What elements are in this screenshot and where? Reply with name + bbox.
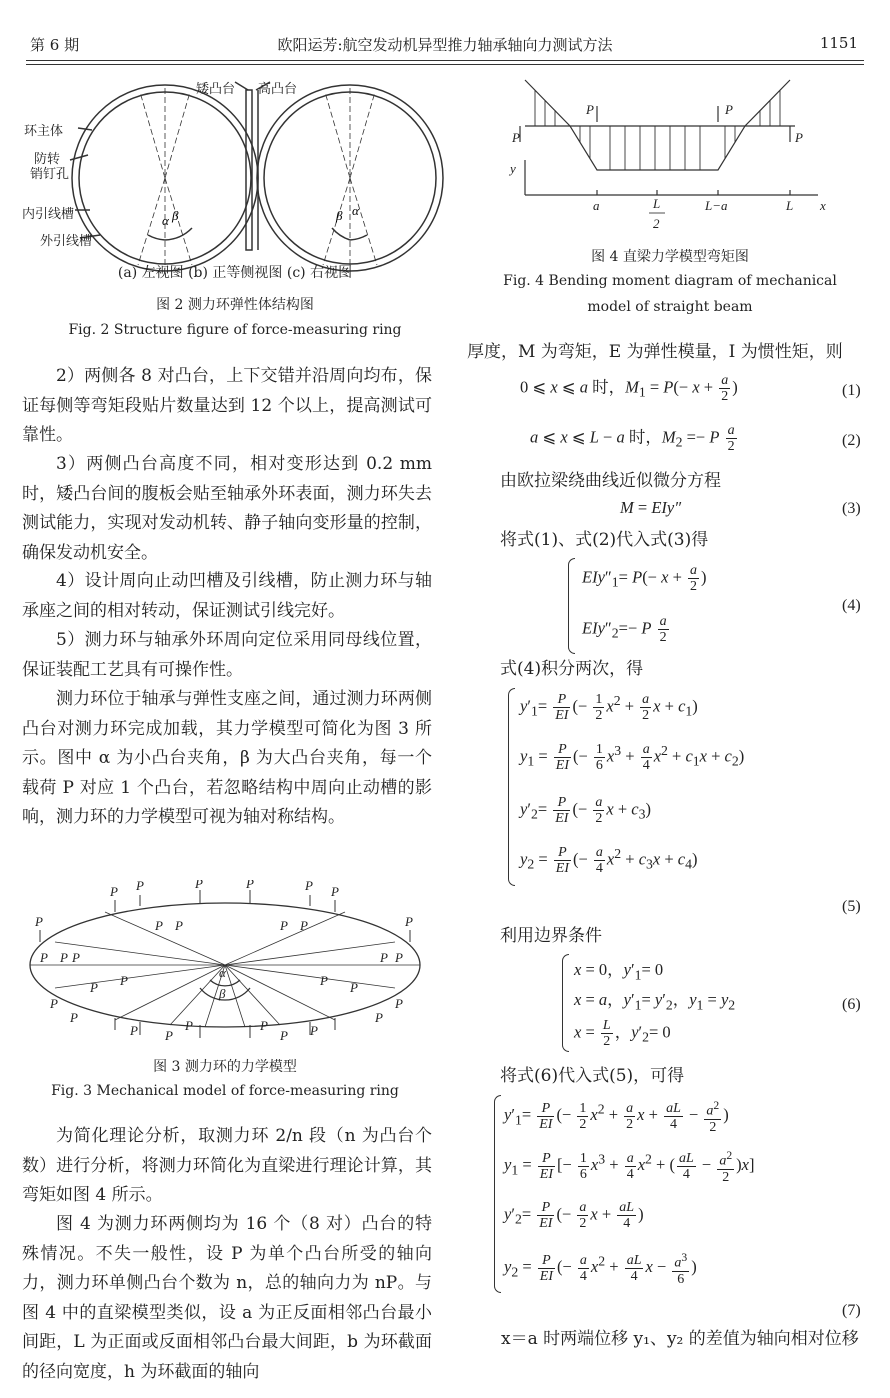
svg-text:P: P — [395, 950, 403, 965]
equation-7b: $y_1$ = $\frac{P}{EI}$ [− $\frac{1}{6}$ $x^3$ + $\frac{a}{4}$ $x^2$ + ( $\frac{aL}{4}$ − $\frac{a^2}{2}$ )x] — [504, 1149, 755, 1185]
svg-text:P: P — [60, 950, 68, 965]
fig2-label-anti-rot-1: 防转 — [34, 152, 61, 167]
svg-text:P: P — [136, 880, 144, 893]
svg-text:L: L — [786, 198, 794, 213]
svg-text:P: P — [725, 102, 733, 117]
fig2-alpha-right: α — [352, 203, 359, 218]
svg-text:P: P — [72, 950, 80, 965]
svg-text:P: P — [795, 130, 803, 145]
equation-6a: x = 0，$y'_1= 0$ — [574, 960, 664, 983]
equation-4a: $EIy''_1= P(- x$ + $\frac{a}{2}$ ) — [582, 563, 707, 594]
fig3-caption-cn: 图 3 测力环的力学模型 — [153, 1059, 297, 1075]
header-rule — [26, 60, 864, 61]
svg-text:P: P — [40, 950, 48, 965]
fig4-caption-en-1: Fig. 4 Bending moment diagram of mechanical — [503, 273, 837, 289]
svg-text:P: P — [175, 918, 183, 933]
text-integrate: 式(4)积分两次，得 — [500, 659, 644, 679]
fig2-alpha-left: α — [162, 213, 169, 228]
fig2-label-anti-rot-2: 销钉孔 — [30, 167, 70, 182]
fig2-caption-cn: 图 2 测力环弹性体结构图 — [156, 297, 314, 313]
svg-text:P: P — [165, 1028, 173, 1043]
text-displacement: x＝a 时两端位移 y₁、y₂ 的差值为轴向相对位移 — [501, 1329, 859, 1349]
brace-4 — [568, 558, 575, 654]
svg-text:P: P — [280, 918, 288, 933]
eq-number-2: (2) — [842, 432, 861, 449]
header-rule-thin — [26, 64, 864, 65]
eq-number-4: (4) — [842, 597, 861, 614]
svg-text:P: P — [35, 914, 43, 929]
svg-text:P: P — [50, 996, 58, 1011]
issue-number: 第 6 期 — [30, 36, 80, 54]
eq-number-1: (1) — [842, 382, 861, 399]
equation-4b: $EIy''_2=- P$ $\frac{a}{2}$ — [582, 614, 667, 645]
fig2-beta-right: β — [336, 208, 343, 223]
svg-text:P: P — [260, 1018, 268, 1033]
svg-text:P: P — [195, 880, 203, 891]
equation-3: M = EIy″ — [620, 498, 682, 517]
equation-6b: x = a，$y'_1= y'_2$，$y_1 = y_2$ — [574, 990, 736, 1013]
fig3-caption-en: Fig. 3 Mechanical model of force-measuring ring — [51, 1083, 399, 1099]
fig2-label-low-boss: 矮凸台 — [196, 82, 236, 97]
svg-text:y: y — [510, 161, 516, 176]
svg-text:P: P — [305, 880, 313, 893]
text-thickness: 厚度，M 为弯矩，E 为弹性模量，I 为惯性矩，则 — [467, 342, 843, 362]
fig2-label-outer-groove: 外引线槽 — [40, 234, 93, 249]
eq-number-7: (7) — [842, 1302, 861, 1319]
svg-text:P: P — [280, 1028, 288, 1043]
svg-text:P: P — [380, 950, 388, 965]
para-2: 2）两侧各 8 对凸台，上下交错并沿周向均布，保证每侧等弯矩段贴片数量达到 12 个以上，提高测试可靠性。 — [22, 366, 432, 445]
figure-3-drawing — [20, 880, 430, 1045]
svg-text:P: P — [310, 1023, 318, 1038]
svg-text:x: x — [820, 198, 826, 213]
svg-text:P: P — [375, 1010, 383, 1025]
fig4-caption-cn: 图 4 直梁力学模型弯矩图 — [591, 249, 749, 265]
equation-5a: $y'_1=$ $\frac{P}{EI}$ (− $\frac{1}{2}$ $x^2$ + $\frac{a}{2}$ $x + c_1$) — [520, 692, 698, 723]
fig2-beta-left: β — [172, 208, 179, 223]
brace-5 — [508, 688, 515, 886]
eq-number-6: (6) — [842, 996, 861, 1013]
svg-text:P: P — [405, 914, 413, 929]
svg-text:2: 2 — [653, 216, 660, 231]
text-boundary: 利用边界条件 — [500, 926, 602, 946]
equation-2: a ⩽ x ⩽ L − a 时，$M_2 =- P$ $\frac{a}{2}$ — [530, 423, 735, 454]
svg-text:P: P — [185, 1018, 193, 1033]
fig2-subcaption: (a) 左视图 (b) 正等侧视图 (c) 右视图 — [117, 265, 353, 281]
fig4-caption-en-2: model of straight beam — [587, 299, 753, 315]
svg-text:P: P — [120, 973, 128, 988]
svg-text:P: P — [300, 918, 308, 933]
svg-text:P: P — [586, 102, 594, 117]
svg-text:P: P — [70, 1010, 78, 1025]
fig2-label-inner-groove: 内引线槽 — [22, 207, 75, 222]
para-ring-model: 测力环位于轴承与弹性支座之间，通过测力环两侧凸台对测力环完成加载，其力学模型可简化为图 3 所示。图中 α 为小凸台夹角，β 为大凸台夹角，每一个载荷 P 对应 1 个凸台，若忽略结构中周向止动槽的影响，测力环的力学模型可视为轴对称结构。 — [22, 689, 432, 827]
para-4: 4）设计周向止动凹槽及引线槽，防止测力环与轴承座之间的相对转动，保证测试引线完好。 — [22, 571, 432, 621]
fig2-caption-en: Fig. 2 Structure figure of force-measuring ring — [68, 322, 402, 338]
text-substitute-2: 将式(6)代入式(5)，可得 — [500, 1066, 685, 1086]
eq-number-3: (3) — [842, 500, 861, 517]
page-number: 1151 — [819, 34, 858, 52]
fig2-label-high-boss: 高凸台 — [258, 82, 298, 97]
svg-text:P: P — [110, 884, 118, 899]
svg-text:P: P — [90, 980, 98, 995]
equation-5c: $y'_2=$ $\frac{P}{EI}$ (− $\frac{a}{2}$ $x + c_3$) — [520, 795, 651, 826]
figure-2-drawing — [20, 70, 450, 285]
svg-text:L: L — [653, 196, 661, 211]
text-substitute: 将式(1)、式(2)代入式(3)得 — [500, 530, 709, 550]
text-euler: 由欧拉梁绕曲线近似微分方程 — [500, 471, 721, 491]
svg-text:P: P — [331, 884, 339, 899]
fig2-label-ring-body: 环主体 — [24, 124, 64, 139]
para-5: 5）测力环与轴承外环周向定位采用同母线位置，保证装配工艺具有可操作性。 — [22, 630, 432, 680]
para-fig4-desc: 图 4 为测力环两侧均为 16 个（8 对）凸台的特殊情况。不失一般性，设 P 为单个凸台所受的轴向力，测力环单侧凸台个数为 n，总的轴向力为 nP。与图 4 中的直梁模型类似，设 a 为正反面相邻凸台最小间距，L 为正面或反面相邻凸台最大间距，b 为环截面的径向宽度，h 为环截面的轴向 — [22, 1214, 432, 1382]
svg-text:α: α — [219, 965, 226, 980]
svg-text:P: P — [350, 980, 358, 995]
running-title: 欧阳运芳:航空发动机异型推力轴承轴向力测试方法 — [277, 36, 613, 54]
equation-7d: $y_2$ = $\frac{P}{EI}$ (− $\frac{a}{4}$ $x^2$ + $\frac{aL}{4}$ x − $\frac{a^3}{6}$ ) — [504, 1251, 697, 1287]
brace-7 — [494, 1095, 501, 1293]
brace-6 — [562, 954, 569, 1052]
para-3: 3）两侧凸台高度不同，相对变形达到 0.2 mm 时，矮凸台间的腹板会贴至轴承外环表面，测力环失去测试能力，实现对发动机转、静子轴向变形量的控制，确保发动机安全。 — [22, 454, 432, 563]
figure-4-drawing — [500, 70, 840, 240]
svg-text:P: P — [512, 130, 520, 145]
svg-text:a: a — [593, 198, 600, 213]
equation-6c: x = $\frac{L}{2}$ ，$y'_2= 0$ — [574, 1018, 671, 1049]
equation-7c: $y'_2=$ $\frac{P}{EI}$ (− $\frac{a}{2}$ x + $\frac{aL}{4}$ ) — [504, 1200, 644, 1231]
equation-5b: $y_1$ = $\frac{P}{EI}$ (− $\frac{1}{6}$ $x^3$ + $\frac{a}{4}$ $x^2 + c_1x + c_2$) — [520, 742, 745, 773]
svg-text:P: P — [320, 973, 328, 988]
svg-text:P: P — [246, 880, 254, 891]
equation-7a: $y'_1=$ $\frac{P}{EI}$ (− $\frac{1}{2}$ $x^2$ + $\frac{a}{2}$ x + $\frac{aL}{4}$ − $\frac{a^2}{2}$ ) — [504, 1099, 729, 1135]
svg-text:P: P — [395, 996, 403, 1011]
svg-text:L−a: L−a — [705, 198, 728, 213]
svg-text:P: P — [130, 1023, 138, 1038]
eq-number-5: (5) — [842, 898, 861, 915]
para-simplify: 为简化理论分析，取测力环 2/n 段（n 为凸台个数）进行分析，将测力环简化为直梁进行理论计算，其弯矩如图 4 所示。 — [22, 1126, 432, 1205]
equation-5d: $y_2$ = $\frac{P}{EI}$ (− $\frac{a}{4}$ $x^2 + c_3x + c_4$) — [520, 845, 698, 876]
svg-text:β: β — [219, 986, 226, 1001]
equation-1: 0 ⩽ x ⩽ a 时，$M_1 = P(- x$ + $\frac{a}{2}$ ) — [520, 373, 738, 404]
svg-text:P: P — [155, 918, 163, 933]
